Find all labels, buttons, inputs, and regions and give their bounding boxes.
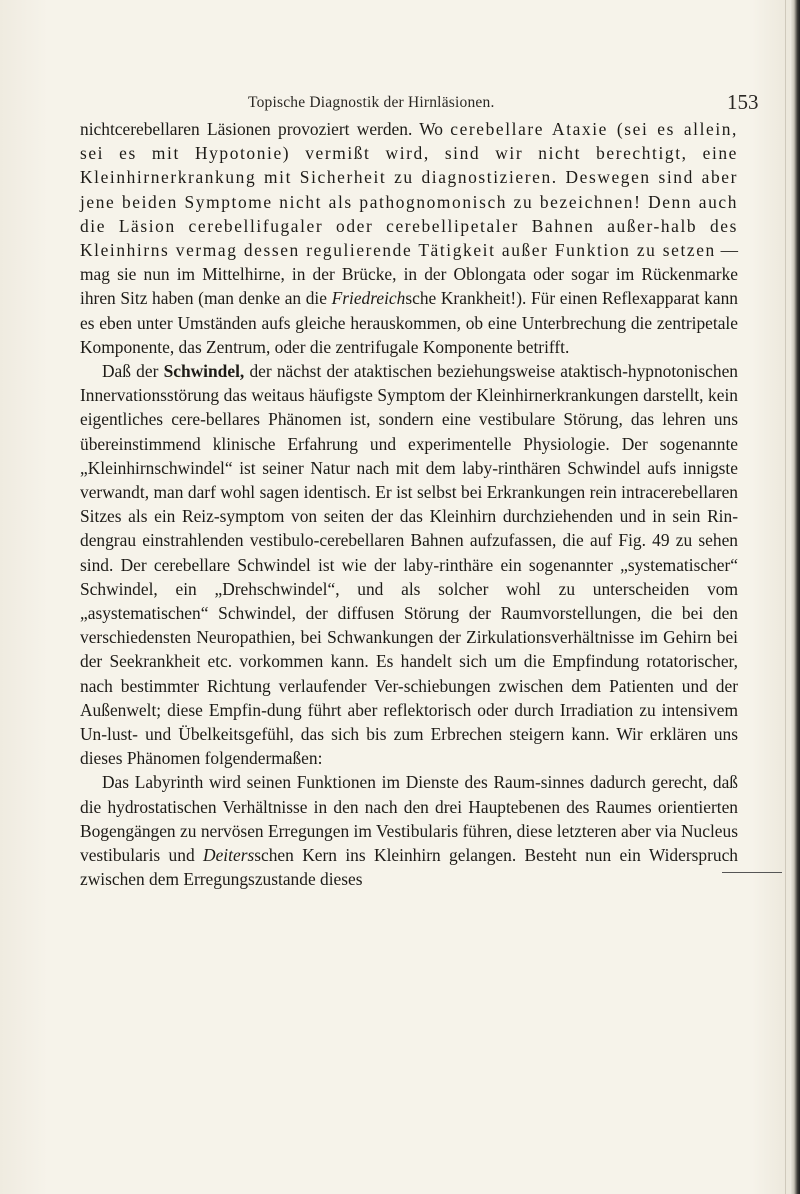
body-text <box>80 117 738 892</box>
paragraph-3-text-a: Das Labyrinth wird seinen Funktionen im Dienste des Raum-sinnes dadurch gerecht, daß die hydrostatischen Verhältnisse in den nach den drei Hauptebenen des Raumes orientierten Bogengängen zu nervösen Erregungen im Vestibularis führen, diese letzteren aber via Nucleus vestibularis und <box>80 772 738 866</box>
paragraph-1-name-friedreich: Friedreich <box>331 288 406 309</box>
paragraph-2-keyword-schwindel: Schwindel, <box>163 361 245 382</box>
paragraph-3-name-deiters: Deiters <box>203 845 255 866</box>
paragraph-2 <box>80 359 738 770</box>
paragraph-2-text-a: Daß der <box>102 361 164 382</box>
paragraph-1-text-c: — mag sie nun im Mittelhirne, in der Brücke, in der Oblongata oder sogar im Rückenmarke ihren Sitz haben (man denke an die <box>80 240 738 309</box>
paragraph-2-text-c: der nächst der ataktischen beziehungsweise ataktisch-hypnotonischen Innervationsstörung das weitaus häufigste Symptom der Kleinhirnerkrankungen darstellt, kein eigentliches cere-bellares Phänomen ist, sondern eine vestibulare Störung, das lehren uns übereinstimmend klinische Erfahrung und experimentelle Physiologie. Der sogenannte „Kleinhirnschwindel“ ist seiner Natur nach mit dem laby-rinthären Schwindel aufs innigste verwandt, man darf wohl sagen identisch. Er ist selbst bei Erkrankungen rein intracerebellaren Sitzes als ein Reiz-symptom von seiten der das Kleinhirn durchziehenden und in sein Rin-dengrau einstrahlenden vestibulo-cerebellaren Bahnen aufzufassen, die auf Fig. 49 zu sehen sind. Der cerebellare Schwindel ist wie der laby-rinthäre ein sogenannter „systematischer“ Schwindel, ein „Drehschwindel“, und als solcher wohl zu unterscheiden vom „asystematischen“ Schwindel, der diffusen Störung der Raumvorstellungen, die bei den verschiedensten Neuropathien, bei Schwankungen der Zirkulationsverhältnisse im Gehirn bei der Seekrankheit etc. vorkommen kann. Es handelt sich um die Empfindung rotatorischer, nach bestimmter Richtung verlaufender Ver-schiebungen zwischen dem Patienten und der Außenwelt; diese Empfin-dung führt aber reflektorisch oder durch Irradiation zu intensivem Un-lust- und Übelkeitsgefühl, das sich bis zum Erbrechen steigern kann. Wir erklären uns dieses Phänomen folgendermaßen: <box>80 361 738 769</box>
margin-rule <box>722 872 782 873</box>
page-number: 153 <box>727 90 759 114</box>
paragraph-1-text-e: sche Krankheit!). Für einen Reflexapparat kann es eben unter Umständen aufs gleiche herauskommen, ob eine Unterbrechung die zentripetale Komponente, das Zentrum, oder die zentrifugale Komponente betrifft. <box>80 288 738 357</box>
paragraph-3 <box>80 770 738 891</box>
page-gutter-line <box>785 0 786 1194</box>
paragraph-3-text-c: schen Kern ins Kleinhirn gelangen. Besteht nun ein Widerspruch zwischen dem Erregungszustande dieses <box>80 845 738 890</box>
running-head: Topische Diagnostik der Hirnläsionen. <box>248 94 495 111</box>
page-edge-shadow <box>790 0 800 1194</box>
paragraph-1-spaced-text: cerebellare Ataxie (sei es allein, sei es mit Hypotonie) vermißt wird, sind wir nicht berechtigt, eine Kleinhirnerkrankung mit Sicherheit zu diagnostizieren. Deswegen sind aber jene beiden Symptome nicht als pathognomonisch zu bezeichnen! Denn auch die Läsion cerebellifugaler oder cerebellipetaler Bahnen außer-halb des Kleinhirns vermag dessen regulierende Tätigkeit außer Funktion zu setzen <box>80 119 738 261</box>
paragraph-1-text-a: nichtcerebellaren Läsionen provoziert werden. Wo <box>80 119 451 139</box>
paragraph-1 <box>80 117 738 359</box>
